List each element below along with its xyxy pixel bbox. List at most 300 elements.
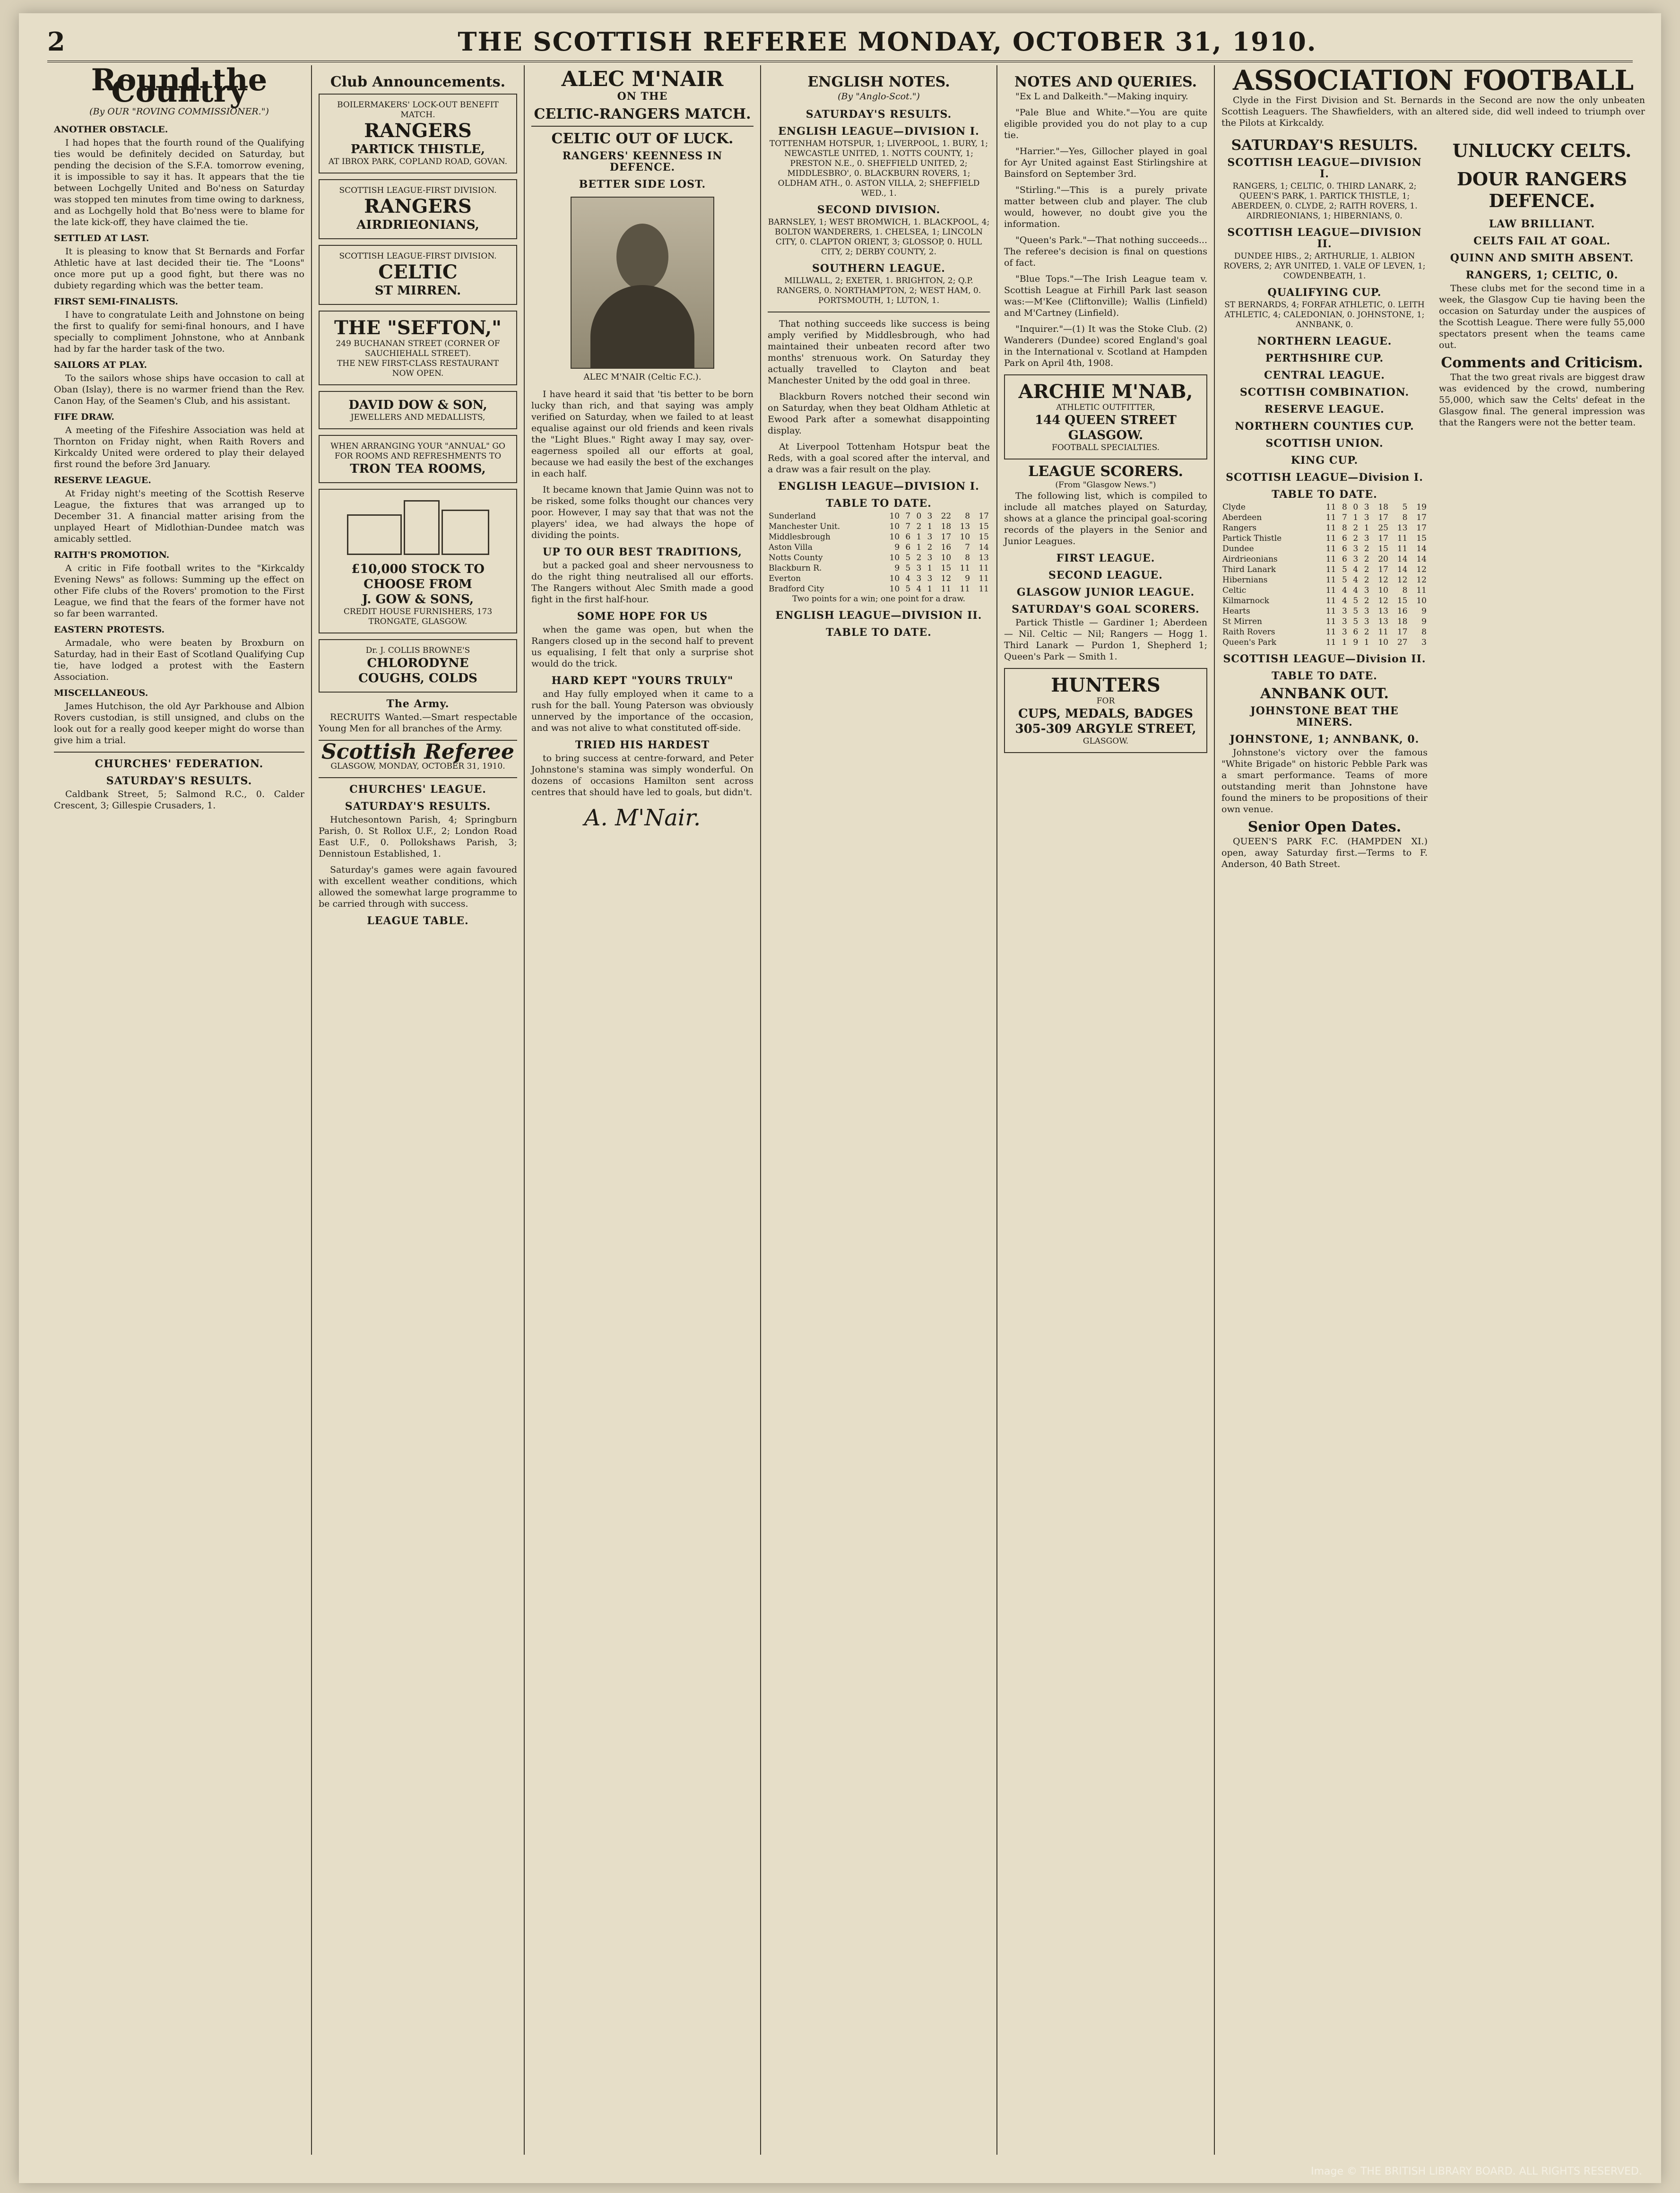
subhead: SAILORS AT PLAY. bbox=[54, 360, 147, 370]
ad-rangers-airdrie bbox=[319, 179, 517, 239]
table-cell-team: Third Lanark bbox=[1222, 565, 1276, 574]
goal-scorers-heading: SATURDAY'S GOAL SCORERS. bbox=[1012, 603, 1200, 615]
results-list: TOTTENHAM HOTSPUR, 1; LIVERPOOL, 1. BURY, 1; NEWCASTLE UNITED, 1. NOTTS COUNTY, 1; PRESTON N.E., 0. SHEFFIELD UNITED, 2; MIDDLESBRO', 0. BLACKBURN ROVERS, 1; OLDHAM ATH., 0. ASTON VILLA, 2; SHEFFIELD WED., 1. bbox=[769, 139, 988, 198]
ad-line: ATHLETIC OUTFITTER, bbox=[1056, 403, 1155, 412]
ad-hunters bbox=[1004, 668, 1207, 753]
table-cell-pts: 17 bbox=[1416, 523, 1427, 533]
cup-heading: KING CUP. bbox=[1290, 454, 1359, 467]
table-cell-p: 11 bbox=[1325, 544, 1336, 554]
dateline: GLASGOW, MONDAY, OCTOBER 31, 1910. bbox=[330, 762, 505, 771]
club-announcements-heading: Club Announcements. bbox=[330, 74, 506, 90]
column-notes-queries bbox=[997, 65, 1215, 2155]
table-cell-p: 11 bbox=[1325, 586, 1336, 595]
table-cell-f: 18 bbox=[1378, 503, 1388, 512]
ad-line: SCOTTISH LEAGUE-FIRST DIVISION. bbox=[339, 186, 497, 195]
paragraph: I have heard it said that 'tis better to be born lucky than rich, and that saying was amply verified on Saturday, when we failed to at least equalise against our old friends and keen rivals the "Light Blues." Right away I may say, over-eagerness spoiled all our efforts at goal, because we had easily the best of the exchanges in each half. bbox=[531, 389, 753, 479]
table-cell-f: 10 bbox=[941, 553, 952, 563]
table-cell-p: 9 bbox=[894, 563, 900, 573]
english-league-table bbox=[768, 511, 990, 594]
table-cell-d: 1 bbox=[1364, 523, 1369, 533]
table-cell-a: 10 bbox=[960, 532, 970, 542]
table-cell-l: 4 bbox=[1353, 586, 1359, 595]
paragraph: and Hay fully employed when it came to a rush for the ball. Young Paterson was obviously unnerved by the importance of the occasion, and was not alive to what constituted off-side. bbox=[531, 689, 753, 733]
results-list: RANGERS, 1; CELTIC, 0. THIRD LANARK, 2; QUEEN'S PARK, 1. PARTICK THISTLE, 1; ABERDEEN, 0. CLYDE, 2; RAITH ROVERS, 1. AIRDRIEONIANS, 1; HIBERNIANS, 0. bbox=[1231, 182, 1418, 221]
subhead: FIRST SEMI-FINALISTS. bbox=[54, 296, 178, 307]
table-cell-p: 11 bbox=[1325, 565, 1336, 574]
table-cell-d: 3 bbox=[1364, 513, 1369, 522]
league-heading: NORTHERN LEAGUE. bbox=[1257, 335, 1392, 347]
table-cell-team: Notts County bbox=[769, 553, 823, 563]
table-cell-w: 4 bbox=[905, 574, 911, 583]
paragraph: Johnstone's victory over the famous "White Brigade" on historic Pebble Park was a smart performance. Teams of more outstanding merit than Johnstone have found the miners to be propositions of their own venue. bbox=[1221, 747, 1428, 815]
league-scorers-heading: LEAGUE SCORERS. bbox=[1028, 463, 1183, 480]
table-cell-l: 3 bbox=[1353, 544, 1359, 554]
table-cell-l: 3 bbox=[916, 563, 922, 573]
paragraph: when the game was open, but when the Rangers closed up in the second half to prevent us equalising, I felt that only a surprise shot would do the trick. bbox=[531, 624, 753, 669]
paragraph: To the sailors whose ships have occasion to call at Oban (Islay), there is no warmer friend than the Rev. Canon Hay, of the Seamen's Club, and his assistant. bbox=[54, 373, 304, 406]
table-cell-l: 9 bbox=[1353, 638, 1359, 647]
table-cell-p: 11 bbox=[1325, 617, 1336, 626]
paragraph: RECRUITS Wanted.—Smart respectable Young Men for all branches of the Army. bbox=[319, 712, 517, 734]
ad-furnishers bbox=[319, 489, 517, 633]
annbank-heading: ANNBANK OUT. bbox=[1260, 685, 1389, 702]
table-row bbox=[768, 511, 990, 521]
table-cell-d: 2 bbox=[1364, 555, 1369, 564]
column-mcnair bbox=[525, 65, 761, 2155]
table-row bbox=[768, 584, 990, 594]
ad-line: CHLORODYNE bbox=[367, 656, 469, 670]
table-cell-a: 5 bbox=[1402, 503, 1408, 512]
ad-david-dow bbox=[319, 391, 517, 429]
paragraph: but a packed goal and sheer nervousness to do the right thing neutralised all our efforts. The Rangers without Alec Smith made a good fight in the first half-hour. bbox=[531, 560, 753, 605]
table-cell-p: 10 bbox=[889, 553, 900, 563]
cup-heading: PERTHSHIRE CUP. bbox=[1265, 352, 1384, 364]
furniture-illustration bbox=[347, 500, 489, 557]
table-cell-w: 5 bbox=[1342, 565, 1347, 574]
paragraph: Clyde in the First Division and St. Bernards in the Second are now the only unbeaten Scottish Leaguers. The Shawfielders, with an altered side, did well indeed to triumph over the Pilots at Kirkcaldy. bbox=[1221, 95, 1645, 128]
table-cell-w: 3 bbox=[1342, 617, 1347, 626]
ad-line: DAVID DOW & SON, bbox=[348, 398, 487, 412]
table-heading: ENGLISH LEAGUE—DIVISION II. bbox=[775, 609, 982, 622]
table-cell-d: 1 bbox=[927, 563, 933, 573]
paragraph: Caldbank Street, 5; Salmond R.C., 0. Calder Crescent, 3; Gillespie Crusaders, 1. bbox=[54, 789, 304, 811]
table-cell-a: 17 bbox=[1397, 627, 1408, 637]
table-cell-pts: 9 bbox=[1421, 607, 1427, 616]
ad-line: CREDIT HOUSE FURNISHERS, 173 TRONGATE, GLASGOW. bbox=[343, 607, 493, 626]
paragraph: "Pale Blue and White."—You are quite eligible provided you do not play to a cup tie. bbox=[1004, 107, 1207, 140]
table-cell-p: 11 bbox=[1325, 607, 1336, 616]
ad-line: 144 QUEEN STREET bbox=[1035, 413, 1177, 427]
table-cell-d: 3 bbox=[927, 511, 933, 521]
scottish-league-table bbox=[1221, 502, 1428, 648]
table-cell-d: 3 bbox=[1364, 607, 1369, 616]
table-cell-pts: 9 bbox=[1421, 617, 1427, 626]
table-cell-d: 2 bbox=[927, 543, 933, 552]
table-cell-w: 7 bbox=[905, 511, 911, 521]
paragraph: QUEEN'S PARK F.C. (HAMPDEN XI.) open, away Saturday first.—Terms to F. Anderson, 40 Bath Street. bbox=[1221, 836, 1428, 869]
table-cell-pts: 3 bbox=[1421, 638, 1427, 647]
table-cell-d: 1 bbox=[1364, 638, 1369, 647]
table-heading: SCOTTISH LEAGUE—Division I. bbox=[1226, 471, 1423, 484]
table-cell-f: 18 bbox=[941, 522, 952, 531]
division-heading: SOUTHERN LEAGUE. bbox=[812, 262, 945, 275]
divider bbox=[54, 752, 304, 753]
ad-line: THE NEW FIRST-CLASS RESTAURANT NOW OPEN. bbox=[337, 359, 499, 378]
headline-unlucky-celts: UNLUCKY CELTS. bbox=[1452, 140, 1632, 161]
army-heading: The Army. bbox=[386, 698, 450, 710]
table-cell-pts: 19 bbox=[1416, 503, 1427, 512]
churches-federation-heading: CHURCHES' FEDERATION. bbox=[95, 758, 264, 770]
paragraph: I had hopes that the fourth round of the Qualifying ties would be definitely decided on Saturday, but pending the decision of the S.F.A. tomorrow evening, it is impossible to say it has. It appears that the tie between Lochgelly United and Bo'ness on Saturday was stopped ten minutes from time owing to darkness, and as Lochgelly hold that Bo'ness were to blame for the late kick-off, they have claimed the tie. bbox=[54, 138, 304, 227]
table-cell-team: Aberdeen bbox=[1222, 513, 1262, 522]
headline-round-the-country: Round the Country bbox=[91, 65, 268, 109]
senior-open-dates-heading: Senior Open Dates. bbox=[1247, 819, 1402, 835]
paragraph: It became known that Jamie Quinn was not to be risked, some folks thought our chances very poor. However, I may say that that was not the players' idea, we had always the hope of dividing the points. bbox=[531, 485, 753, 540]
headline-mcnair: ALEC M'NAIR bbox=[561, 67, 724, 91]
table-cell-team: Manchester Unit. bbox=[769, 522, 840, 531]
table-cell-f: 12 bbox=[1378, 596, 1388, 606]
points-note: Two points for a win; one point for a draw. bbox=[792, 594, 966, 604]
table-row bbox=[1221, 564, 1428, 575]
ad-line: AIRDRIEONIANS, bbox=[356, 218, 479, 232]
table-cell-a: 8 bbox=[965, 553, 970, 563]
table-cell-f: 22 bbox=[941, 511, 952, 521]
table-cell-f: 13 bbox=[1378, 617, 1388, 626]
table-cell-l: 3 bbox=[916, 574, 922, 583]
table-cell-team: Airdrieonians bbox=[1222, 555, 1278, 564]
table-cell-w: 4 bbox=[1342, 586, 1347, 595]
table-cell-w: 1 bbox=[1342, 638, 1347, 647]
table-row bbox=[1221, 575, 1428, 585]
headline-line: ON THE bbox=[617, 90, 668, 103]
table-cell-a: 14 bbox=[1397, 565, 1408, 574]
table-cell-w: 8 bbox=[1342, 503, 1347, 512]
table-cell-f: 12 bbox=[1378, 575, 1388, 585]
table-cell-l: 1 bbox=[916, 532, 922, 542]
table-cell-f: 11 bbox=[941, 584, 952, 594]
column-club-announcements bbox=[312, 65, 525, 2155]
table-cell-p: 11 bbox=[1325, 638, 1336, 647]
table-cell-pts: 14 bbox=[1416, 544, 1427, 554]
table-cell-team: Blackburn R. bbox=[769, 563, 822, 573]
table-row bbox=[768, 573, 990, 584]
table-cell-team: Rangers bbox=[1222, 523, 1257, 533]
table-cell-team: Sunderland bbox=[769, 511, 816, 521]
table-cell-d: 2 bbox=[1364, 575, 1369, 585]
subhead: SOME HOPE FOR US bbox=[577, 610, 708, 623]
table-cell-p: 10 bbox=[889, 574, 900, 583]
table-cell-f: 17 bbox=[1378, 513, 1388, 522]
cup-heading: QUALIFYING CUP. bbox=[1267, 286, 1382, 299]
ad-line: CUPS, MEDALS, BADGES bbox=[1018, 707, 1193, 721]
ad-line: PARTICK THISTLE, bbox=[350, 142, 485, 156]
ad-line: JEWELLERS AND MEDALLISTS, bbox=[350, 413, 485, 422]
table-cell-d: 2 bbox=[1364, 565, 1369, 574]
table-cell-a: 11 bbox=[960, 563, 970, 573]
subhead: JOHNSTONE BEAT THE MINERS. bbox=[1250, 705, 1399, 728]
table-row bbox=[1221, 512, 1428, 523]
ad-line: TRON TEA ROOMS, bbox=[350, 462, 486, 476]
newspaper-title: THE SCOTTISH REFEREE MONDAY, OCTOBER 31, 1910. bbox=[458, 26, 1317, 57]
results-list: DUNDEE HIBS., 2; ARTHURLIE, 1. ALBION ROVERS, 2; AYR UNITED, 1. VALE OF LEVEN, 1; COWDENBEATH, 1. bbox=[1223, 251, 1426, 281]
table-cell-w: 6 bbox=[1342, 555, 1347, 564]
headline-line: BETTER SIDE LOST. bbox=[579, 178, 706, 191]
table-cell-pts: 15 bbox=[979, 522, 989, 531]
table-cell-d: 2 bbox=[1364, 627, 1369, 637]
paragraph: It is pleasing to know that St Bernards and Forfar Athletic have at last decided their tie. The "Loons" once more put up a good fight, but there was no dubiety regarding which was the better team. bbox=[54, 246, 304, 291]
headline-line: CELTIC-RANGERS MATCH. bbox=[534, 106, 751, 122]
paragraph: I have to congratulate Leith and Johnstone on being the first to qualify for semi-final honours, and I have specially to compliment Johnstone, who at Annbank had by far the harder task of the two. bbox=[54, 310, 304, 354]
division-heading: SCOTTISH LEAGUE—DIVISION I. bbox=[1227, 156, 1422, 180]
notes-queries-heading: NOTES AND QUERIES. bbox=[1014, 74, 1197, 90]
paragraph: That nothing succeeds like success is being amply verified by Middlesbrough, who had maintained their unbeaten record after two months' strenuous work. On Saturday they actually travelled to Clayton and beat Manchester United by the odd goal in three. bbox=[768, 319, 990, 386]
table-subheading: TABLE TO DATE. bbox=[1272, 670, 1377, 682]
table-cell-l: 2 bbox=[916, 522, 922, 531]
subhead: FIFE DRAW. bbox=[54, 412, 115, 422]
column-round-the-country bbox=[47, 65, 312, 2155]
table-cell-f: 11 bbox=[1378, 627, 1388, 637]
table-cell-pts: 11 bbox=[979, 574, 989, 583]
table-heading: ENGLISH LEAGUE—DIVISION I. bbox=[778, 480, 979, 493]
ad-line: AT IBROX PARK, COPLAND ROAD, GOVAN. bbox=[328, 157, 508, 166]
cup-heading: NORTHERN COUNTIES CUP. bbox=[1235, 420, 1414, 433]
table-cell-f: 17 bbox=[1378, 534, 1388, 543]
paragraph: "Queen's Park."—That nothing succeeds... The referee's decision is final on questions of fact. bbox=[1004, 235, 1207, 268]
results-list: BARNSLEY, 1; WEST BROMWICH, 1. BLACKPOOL, 4; BOLTON WANDERERS, 1. CHELSEA, 1; LINCOLN CITY, 0. CLAPTON ORIENT, 3; GLOSSOP, 0. HULL CITY, 2; DERBY COUNTY, 2. bbox=[768, 217, 990, 257]
table-cell-w: 8 bbox=[1342, 523, 1347, 533]
table-cell-l: 5 bbox=[1353, 617, 1359, 626]
ad-chlorodyne bbox=[319, 639, 517, 693]
table-cell-w: 6 bbox=[1342, 534, 1347, 543]
table-cell-w: 3 bbox=[1342, 627, 1347, 637]
table-cell-a: 8 bbox=[1402, 586, 1408, 595]
table-cell-p: 11 bbox=[1325, 575, 1336, 585]
table-cell-l: 1 bbox=[916, 543, 922, 552]
paragraph: At Friday night's meeting of the Scottish Reserve League, the fixtures that was arranged up to December 31. A financial matter arising from the unplayed Heart of Midlothian-Dundee match was amicably settled. bbox=[54, 488, 304, 544]
table-cell-p: 11 bbox=[1325, 503, 1336, 512]
table-subheading: TABLE TO DATE. bbox=[1272, 488, 1377, 501]
table-cell-l: 2 bbox=[916, 553, 922, 563]
table-cell-a: 9 bbox=[965, 574, 970, 583]
results-heading: SATURDAY'S RESULTS. bbox=[1231, 137, 1418, 154]
league-heading: RESERVE LEAGUE. bbox=[1264, 403, 1385, 416]
table-cell-l: 0 bbox=[1353, 503, 1359, 512]
table-cell-l: 2 bbox=[1353, 534, 1359, 543]
ad-tron-tea-rooms bbox=[319, 435, 517, 483]
table-cell-w: 7 bbox=[1342, 513, 1347, 522]
ad-line: CELTIC bbox=[378, 261, 458, 283]
league-heading: GLASGOW JUNIOR LEAGUE. bbox=[1016, 586, 1195, 598]
comments-heading: Comments and Criticism. bbox=[1441, 355, 1643, 371]
paragraph: The following list, which is compiled to include all matches played on Saturday, shows at a glance the principal goal-scoring records of the players in the Senior and Junior Leagues. bbox=[1004, 491, 1207, 546]
results-heading: SATURDAY'S RESULTS. bbox=[106, 775, 252, 787]
table-cell-a: 15 bbox=[1397, 596, 1408, 606]
table-cell-p: 11 bbox=[1325, 596, 1336, 606]
table-heading: SCOTTISH LEAGUE—Division II. bbox=[1223, 653, 1426, 665]
score-line: RANGERS, 1; CELTIC, 0. bbox=[1465, 269, 1619, 281]
table-cell-team: Bradford City bbox=[769, 584, 824, 594]
ad-line: J. GOW & SONS, bbox=[362, 592, 474, 607]
table-row bbox=[1221, 585, 1428, 596]
table-cell-pts: 14 bbox=[1416, 555, 1427, 564]
table-cell-l: 4 bbox=[1353, 565, 1359, 574]
results-list: ST BERNARDS, 4; FORFAR ATHLETIC, 0. LEITH ATHLETIC, 4; CALEDONIAN, 0. JOHNSTONE, 1; ANNBANK, 0. bbox=[1224, 300, 1425, 329]
division-heading: SCOTTISH LEAGUE—DIVISION II. bbox=[1227, 226, 1422, 250]
paragraph: That the two great rivals are biggest draw was evidenced by the crowd, numbering 55,000, which saw the Celts' defeat in the Glasgow final. The general impression was that the Rangers were not the better team. bbox=[1439, 372, 1645, 428]
table-subheading: TABLE TO DATE. bbox=[826, 497, 932, 510]
subhead: ANOTHER OBSTACLE. bbox=[54, 124, 168, 135]
table-cell-p: 11 bbox=[1325, 523, 1336, 533]
english-notes-heading: ENGLISH NOTES. bbox=[807, 74, 950, 90]
table-cell-team: Middlesbrough bbox=[769, 532, 831, 542]
table-row bbox=[768, 553, 990, 563]
table-cell-f: 17 bbox=[941, 532, 952, 542]
paragraph: James Hutchison, the old Ayr Parkhouse and Albion Rovers custodian, is still unsigned, and clubs on the look out for a really good keeper might do worse than give him a trial. bbox=[54, 701, 304, 745]
table-row bbox=[768, 521, 990, 532]
table-cell-pts: 17 bbox=[1416, 513, 1427, 522]
table-cell-p: 11 bbox=[1325, 627, 1336, 637]
league-heading: CENTRAL LEAGUE. bbox=[1264, 369, 1385, 381]
table-cell-team: Aston Villa bbox=[769, 543, 813, 552]
headline-line: RANGERS' KEENNESS IN DEFENCE. bbox=[562, 150, 723, 173]
ad-line: THE "SEFTON," bbox=[334, 317, 502, 339]
ad-line: HUNTERS bbox=[1051, 674, 1160, 696]
table-cell-l: 3 bbox=[1353, 555, 1359, 564]
table-cell-w: 5 bbox=[905, 553, 911, 563]
ad-line: BOILERMAKERS' LOCK-OUT BENEFIT MATCH. bbox=[337, 100, 499, 120]
byline: (By "Anglo-Scot.") bbox=[838, 91, 920, 102]
table-cell-w: 4 bbox=[1342, 596, 1347, 606]
table-cell-d: 3 bbox=[927, 532, 933, 542]
table-cell-team: Hibernians bbox=[1222, 575, 1268, 585]
table-cell-d: 1 bbox=[927, 522, 933, 531]
subhead: EASTERN PROTESTS. bbox=[54, 624, 165, 635]
table-cell-pts: 11 bbox=[1416, 586, 1427, 595]
table-cell-w: 7 bbox=[905, 522, 911, 531]
ad-benefit-match bbox=[319, 94, 517, 173]
signature: A. M'Nair. bbox=[584, 805, 701, 831]
table-cell-pts: 12 bbox=[1416, 575, 1427, 585]
results-heading: SATURDAY'S RESULTS. bbox=[345, 800, 491, 813]
table-cell-team: Celtic bbox=[1222, 586, 1247, 595]
paragraph: to bring success at centre-forward, and Peter Johnstone's stamina was simply wonderful. On dozens of occasions Hamilton sent across centres that should have led to goals, but didn't. bbox=[531, 753, 753, 797]
ad-line: Dr. J. COLLIS BROWNE'S bbox=[365, 646, 470, 655]
ad-line: 249 BUCHANAN STREET (CORNER OF SAUCHIEHALL STREET). bbox=[336, 339, 500, 358]
league-table-heading: LEAGUE TABLE. bbox=[367, 915, 469, 927]
match-report-subcolumn bbox=[1439, 133, 1645, 875]
divider bbox=[531, 126, 753, 127]
table-cell-l: 4 bbox=[916, 584, 922, 594]
table-row bbox=[1221, 616, 1428, 627]
table-row bbox=[1221, 502, 1428, 512]
division-heading: SECOND DIVISION. bbox=[817, 204, 941, 216]
table-cell-d: 2 bbox=[1364, 596, 1369, 606]
table-cell-d: 3 bbox=[927, 574, 933, 583]
table-cell-pts: 15 bbox=[1416, 534, 1427, 543]
two-subcolumns bbox=[1221, 133, 1645, 875]
score-line: JOHNSTONE, 1; ANNBANK, 0. bbox=[1230, 733, 1420, 745]
ad-line: SCOTTISH LEAGUE-FIRST DIVISION. bbox=[339, 251, 497, 261]
table-cell-p: 10 bbox=[889, 522, 900, 531]
headline-line: QUINN AND SMITH ABSENT. bbox=[1450, 252, 1634, 264]
results-list: MILLWALL, 2; EXETER, 1. BRIGHTON, 2; Q.P. RANGERS, 0. NORTHAMPTON, 2; WEST HAM, 0. PORTSMOUTH, 1; LUTON, 1. bbox=[776, 276, 981, 305]
table-cell-d: 3 bbox=[1364, 617, 1369, 626]
paragraph: A meeting of the Fifeshire Association was held at Thornton on Friday night, when Raith Rovers and Kirkcaldy United were ordered to play their delayed first round the before 3rd January. bbox=[54, 425, 304, 469]
table-row bbox=[768, 532, 990, 542]
portrait-photo bbox=[571, 197, 714, 369]
scottish-referee-nameplate: Scottish Referee bbox=[321, 740, 514, 764]
table-row bbox=[1221, 544, 1428, 554]
table-cell-f: 17 bbox=[1378, 565, 1388, 574]
subhead: SETTLED AT LAST. bbox=[54, 233, 149, 243]
table-cell-pts: 11 bbox=[979, 563, 989, 573]
table-cell-f: 10 bbox=[1378, 586, 1388, 595]
table-cell-l: 0 bbox=[916, 511, 922, 521]
ad-sefton bbox=[319, 311, 517, 385]
ad-line: FOR bbox=[1096, 696, 1115, 706]
table-cell-a: 11 bbox=[1397, 544, 1408, 554]
table-cell-f: 13 bbox=[1378, 607, 1388, 616]
table-cell-w: 5 bbox=[905, 584, 911, 594]
table-row bbox=[1221, 523, 1428, 533]
paragraph: Armadale, who were beaten by Broxburn on Saturday, had in their East of Scotland Qualifying Cup tie, have lodged a protest with the Eastern Association. bbox=[54, 638, 304, 682]
table-cell-p: 10 bbox=[889, 532, 900, 542]
table-cell-team: Dundee bbox=[1222, 544, 1254, 554]
table-cell-a: 8 bbox=[965, 511, 970, 521]
ad-celtic-stmirren bbox=[319, 245, 517, 305]
masthead bbox=[47, 23, 1633, 62]
headline-line: LAW BRILLIANT. bbox=[1489, 218, 1595, 230]
headline-association-football: ASSOCIATION FOOTBALL bbox=[1232, 65, 1634, 96]
table-cell-f: 20 bbox=[1378, 555, 1388, 564]
paragraph: "Harrier."—Yes, Gillocher played in goal for Ayr United against East Stirlingshire at Bainsford on September 3rd. bbox=[1004, 146, 1207, 179]
table-cell-a: 11 bbox=[1397, 534, 1408, 543]
ad-line: GLASGOW. bbox=[1068, 428, 1143, 442]
table-cell-f: 12 bbox=[941, 574, 952, 583]
ad-archie-mcnab bbox=[1004, 374, 1207, 459]
table-row bbox=[768, 542, 990, 553]
ad-line: WHEN ARRANGING YOUR "ANNUAL" GO FOR ROOMS AND REFRESHMENTS TO bbox=[330, 442, 505, 461]
table-cell-pts: 14 bbox=[979, 543, 989, 552]
table-cell-a: 8 bbox=[1402, 513, 1408, 522]
column-english-notes bbox=[761, 65, 997, 2155]
paragraph: "Inquirer."—(1) It was the Stoke Club. (2) Wanderers (Dundee) scored England's goal in the International v. Scotland at Hampden Park on April 4th, 1908. bbox=[1004, 324, 1207, 368]
paragraph: Blackburn Rovers notched their second win on Saturday, when they beat Oldham Athletic at Ewood Park after a somewhat disappointing display. bbox=[768, 391, 990, 436]
table-cell-d: 3 bbox=[927, 553, 933, 563]
table-cell-l: 6 bbox=[1353, 627, 1359, 637]
paragraph: These clubs met for the second time in a week, the Glasgow Cup tie having been the occasion on Saturday under the auspices of the Scottish League. There were fully 55,000 spectators present when the teams came out. bbox=[1439, 283, 1645, 350]
table-cell-team: Raith Rovers bbox=[1222, 627, 1275, 637]
table-cell-l: 5 bbox=[1353, 596, 1359, 606]
table-cell-f: 10 bbox=[1378, 638, 1388, 647]
headline-line: CELTIC OUT OF LUCK. bbox=[551, 130, 734, 147]
byline: (By OUR "ROVING COMMISSIONER.") bbox=[89, 106, 269, 117]
ad-line: COUGHS, COLDS bbox=[358, 671, 477, 685]
ad-line: 305-309 ARGYLE STREET, bbox=[1015, 722, 1196, 736]
table-cell-p: 9 bbox=[894, 543, 900, 552]
results-subcolumn bbox=[1221, 133, 1428, 875]
table-cell-team: Hearts bbox=[1222, 607, 1250, 616]
photo-caption: ALEC M'NAIR (Celtic F.C.). bbox=[583, 372, 701, 382]
table-cell-d: 3 bbox=[1364, 586, 1369, 595]
table-cell-w: 6 bbox=[905, 532, 911, 542]
table-cell-team: Partick Thistle bbox=[1222, 534, 1282, 543]
table-cell-d: 1 bbox=[927, 584, 933, 594]
table-cell-l: 5 bbox=[1353, 607, 1359, 616]
table-cell-team: St Mirren bbox=[1222, 617, 1262, 626]
ad-line: RANGERS bbox=[364, 120, 472, 142]
subhead: UP TO OUR BEST TRADITIONS, bbox=[543, 546, 742, 558]
